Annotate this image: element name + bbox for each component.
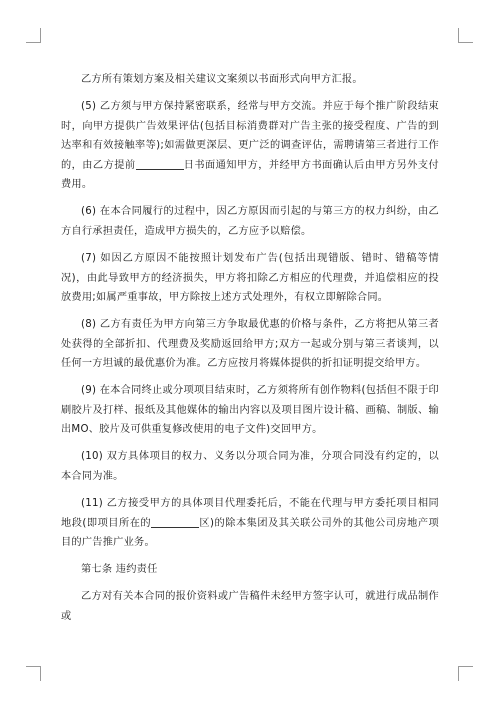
paragraph-report-intro (61, 70, 439, 90)
paragraph-text: (8) 乙方有责任为甲方向第三方争取最优惠的价格与条件，乙方将把从第三者处获得的全部折扣、代理费及奖励返回给甲方;双方一起或分别与第三者谈判，以任何一方坦诚的最优惠价为准。乙方应按月将媒体提供的折扣证明提交给甲方。 (61, 319, 439, 370)
paragraph-clause-10 (61, 447, 439, 486)
paragraph-clause-7 (61, 249, 439, 308)
paragraph-clause-8 (61, 315, 439, 374)
paragraph-article-7-body (61, 587, 439, 626)
paragraph-clause-11 (61, 494, 439, 553)
paragraph-clause-6 (61, 202, 439, 241)
paragraph-text: (5) 乙方须与甲方保持紧密联系，经常与甲方交流。并应于每个推广阶段结束时，向甲方提供广告效果评估(包括目标消费群对广告主张的接受程度、广告的到达率和有效接触率等);如需做更深层、更广泛的调查评估，需聘请第三者进行工作的，由乙方提前 (61, 100, 439, 171)
paragraph-text: (7) 如因乙方原因不能按照计划发布广告(包括出现错版、错时、错稿等情况)，由此导致甲方的经济损失，甲方将扣除乙方相应的代理费，并追偿相应的投放费用;如属严重事故，甲方除按上述方式处理外，有权立即解除合同。 (61, 252, 439, 304)
fill-in-blank-district (151, 516, 199, 528)
paragraph-text-continued: 区)的除本集团及其关联公司外的其他公司房地产项目的广告推广业务。 (61, 517, 439, 549)
paragraph-text: (9) 在本合同终止或分项项目结束时，乙方须将所有创作物料(包括但不限于印刷胶片及打样、报纸及其他媒体的输出内容以及项目图片设计稿、画稿、制版、输出MO、胶片及可供重复修改使用的电子文件)交回甲方。 (61, 385, 439, 436)
document-body (61, 70, 439, 634)
fill-in-blank-days (136, 158, 184, 170)
paragraph-text: 乙方对有关本合同的报价资料或广告稿件未经甲方签字认可，就进行成品制作或 (61, 591, 439, 622)
crop-mark-top-left (26, 28, 41, 43)
paragraph-clause-9 (61, 381, 439, 440)
crop-mark-bottom-right (458, 666, 473, 681)
crop-mark-bottom-left (26, 666, 41, 681)
paragraph-clause-5 (61, 97, 439, 195)
paragraph-text: (6) 在本合同履行的过程中，因乙方原因而引起的与第三方的权力纠纷，由乙方自行承担责任，造成甲方损失的，乙方应予以赔偿。 (61, 206, 439, 237)
paragraph-text-continued: 日书面通知甲方，并经甲方书面确认后由甲方另外支付费用。 (61, 159, 439, 191)
paragraph-text: (10) 双方具体项目的权力、义务以分项合同为准，分项合同没有约定的，以本合同为准。 (61, 451, 439, 483)
paragraph-text: (11) 乙方接受甲方的具体项目代理委托后，不能在代理与甲方委托项目相同地段(即项目所在的 (61, 498, 439, 529)
paragraph-text: 乙方所有策划方案及相关建议文案须以书面形式向甲方汇报。 (81, 74, 363, 85)
section-heading-article-7 (61, 560, 439, 580)
crop-mark-top-right (458, 28, 473, 43)
heading-text: 第七条 违约责任 (81, 564, 158, 576)
